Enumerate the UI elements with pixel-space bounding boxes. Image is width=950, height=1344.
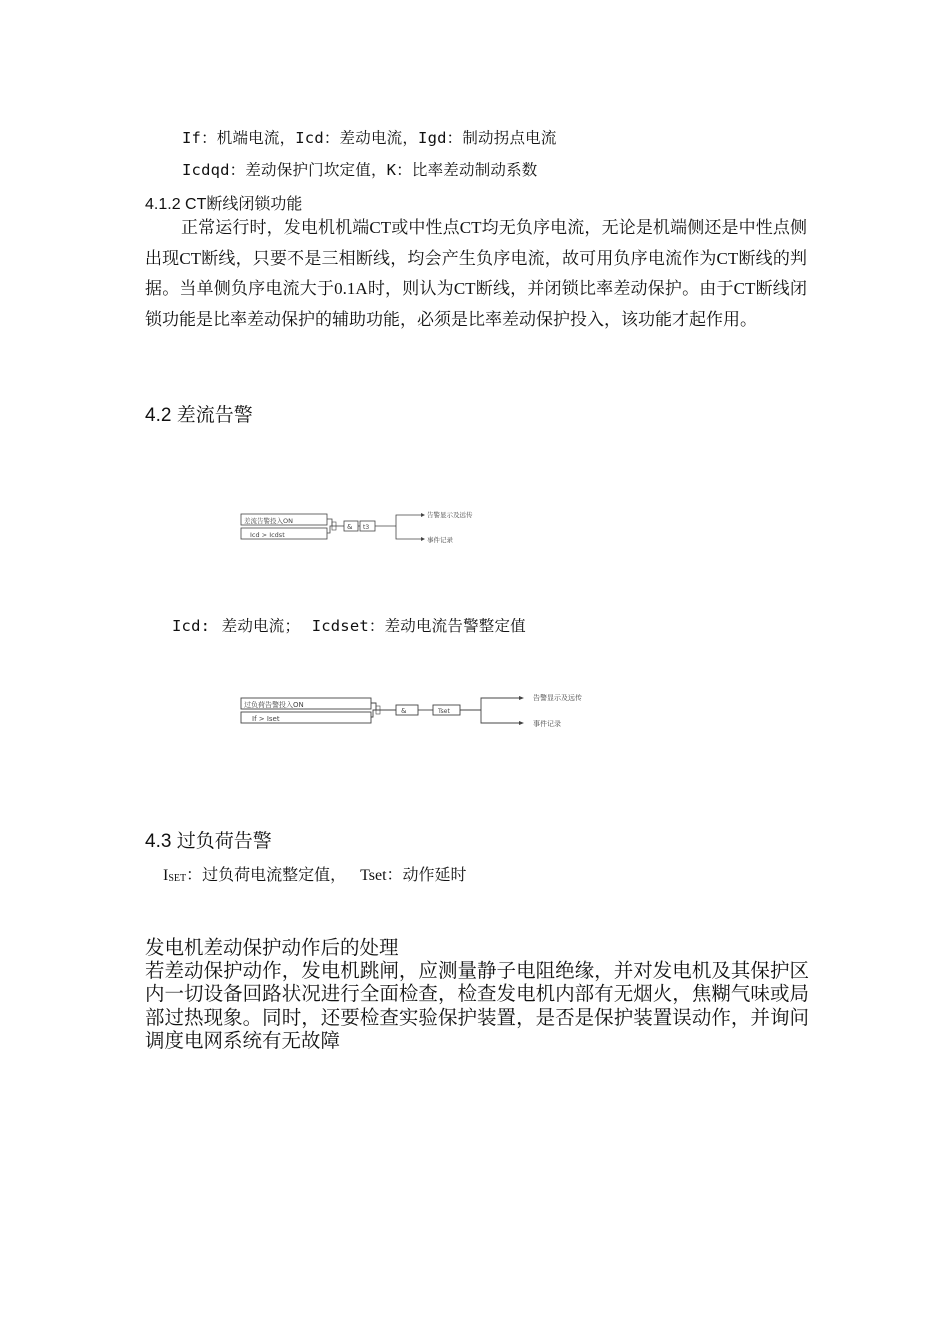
overload-output-2-label: 事件记录 xyxy=(533,720,561,728)
overload-output-fork xyxy=(481,698,519,723)
post-trip-heading: 发电机差动保护动作后的处理 xyxy=(145,938,399,959)
section-heading-4-3: 4.3 过负荷告警 xyxy=(145,831,272,852)
overload-legend-desc: ：过负荷电流整定值， xyxy=(186,867,347,884)
diff-alarm-timer-label: t3 xyxy=(363,524,370,531)
section-heading-4-2: 4.2 差流告警 xyxy=(145,405,253,426)
definition-line-1: If：机端电流，Icd：差动电流，Igd：制动拐点电流 xyxy=(182,129,557,147)
overload-input-2-label: If > Iset xyxy=(252,715,280,723)
overload-and-gate-label: & xyxy=(401,707,407,715)
diff-alarm-output-2-label: 事件记录 xyxy=(427,536,453,544)
diff-alarm-input-join xyxy=(327,519,332,533)
diff-alarm-input-2-label: Icd > Icdst xyxy=(250,531,285,539)
diff-alarm-output-1-label: 告警显示及远传 xyxy=(427,511,473,519)
diff-alarm-output-fork xyxy=(396,515,421,539)
ct-break-text: 正常运行时，发电机机端CT或中性点CT均无负序电流，无论是机端侧还是中性点侧出现CT断线，只要不是三相断线，均会产生负序电流，故可用负序电流作为CT断线的判据。当单侧负序电流大于0.1A时，则认为CT断线，并闭锁比率差动保护。由于CT断线闭锁功能是比率差动保护的辅助功能，必须是比率差动保护投入，该功能才起作用。 xyxy=(145,218,807,329)
diff-alarm-and-gate-label: & xyxy=(347,523,353,531)
overload-legend xyxy=(163,862,467,885)
section-heading-4-1-2: 4.1.2 CT断线闭锁功能 xyxy=(145,196,303,213)
overload-output-1-label: 告警显示及远传 xyxy=(533,694,582,702)
overload-arrow-1 xyxy=(519,696,524,700)
diff-alarm-arrow-2 xyxy=(421,537,425,541)
ct-break-paragraph xyxy=(145,213,807,335)
diff-alarm-legend: Icd: 差动电流； Icdset：差动电流告警整定值 xyxy=(172,617,526,635)
diff-alarm-logic-diagram xyxy=(236,506,506,548)
diff-alarm-arrow-1 xyxy=(421,513,425,517)
post-trip-handling-section xyxy=(145,937,809,1053)
diff-alarm-input-1-label: 差流告警投入ON xyxy=(244,517,293,525)
overload-input-1-label: 过负荷告警投入ON xyxy=(244,701,304,709)
overload-input-join xyxy=(371,703,376,717)
overload-legend-i: I xyxy=(163,867,169,884)
overload-and-gate xyxy=(396,705,418,715)
overload-timer-label: Tset xyxy=(438,708,450,715)
post-trip-body: 若差动保护动作，发电机跳闸，应测量静子电阻绝缘，并对发电机及其保护区内一切设备回路状况进行全面检查，检查发电机内部有无烟火，焦糊气味或局部过热现象。同时，还要检查实验保护装置，是否是保护装置误动作，并询问调度电网系统有无故障 xyxy=(145,961,809,1052)
definition-line-2: Icdqd：差动保护门坎定值，K：比率差动制动系数 xyxy=(182,161,538,179)
overload-arrow-2 xyxy=(519,721,524,725)
overload-alarm-logic-diagram xyxy=(236,688,616,730)
overload-legend-sub: SET xyxy=(168,873,187,884)
overload-legend-t: Tset：动作延时 xyxy=(360,867,467,884)
